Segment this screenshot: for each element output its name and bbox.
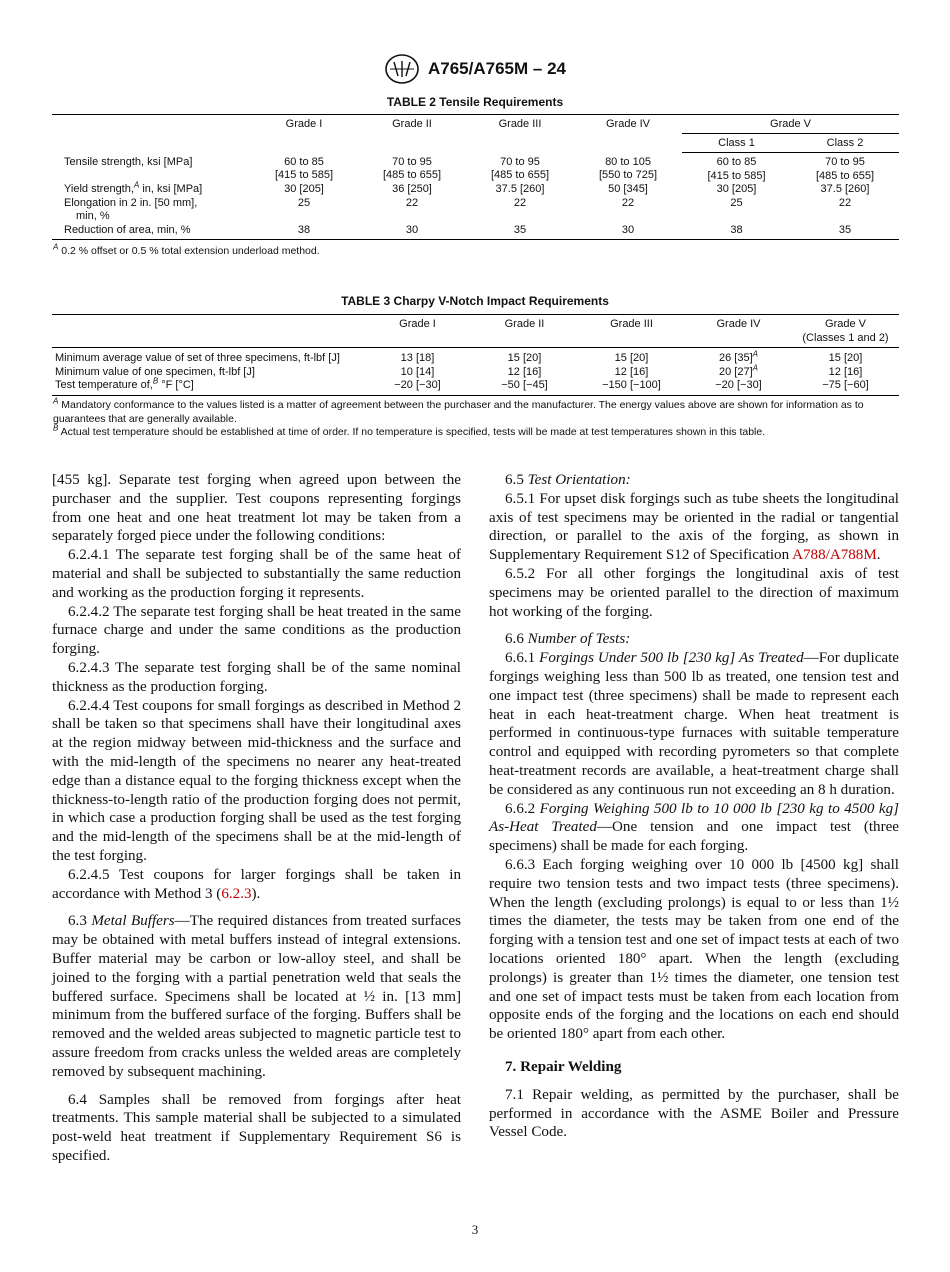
cell: 22	[621, 196, 635, 209]
table3-title: TABLE 3 Charpy V-Notch Impact Requirements	[341, 294, 609, 308]
cell: [485 to 655]	[490, 169, 550, 181]
row-label: Tensile strength, ksi [MPa]	[64, 155, 193, 168]
paragraph-6-5-1: 6.5.1 For upset disk forgings such as tube sheets the longitudinal axis of test specimens may be oriented in the radial or tangential direction, or parallel to the axis of the forging, as shown in Supplementary Requirement S12 of Specification A788/A788M.	[489, 490, 899, 564]
t2-col-grade1: Grade I	[250, 115, 358, 134]
cell: 38	[682, 224, 791, 240]
cell: −20 [−30]	[685, 379, 792, 395]
cell: 25	[297, 196, 311, 209]
cell: 30	[574, 224, 682, 240]
row-label: Test temperature of,$^B$ °F [°C]	[52, 379, 364, 395]
t3-col-grade1: Grade I	[364, 315, 471, 348]
cell: 15 [20]	[828, 352, 863, 364]
t2-col-grade5: Grade V	[682, 115, 899, 134]
cell: −150 [−100]	[578, 379, 685, 395]
t3-col-grade4: Grade IV	[685, 315, 792, 348]
cell: 70 to 95	[825, 156, 865, 168]
cell: 13 [18]	[400, 352, 435, 364]
cell: 12 [16]	[828, 365, 863, 378]
cell: [485 to 655]	[815, 169, 875, 182]
page-number: 3	[471, 1222, 479, 1237]
cell: 25	[730, 196, 743, 209]
cell: 22	[405, 196, 419, 209]
paragraph-6-2-4-5: 6.2.4.5 Test coupons for larger forgings shall be taken in accordance with Method 3 (6.2.3).	[52, 866, 461, 902]
t2-col-grade4: Grade IV	[574, 115, 682, 134]
t2-col-class1: Class 1	[682, 134, 791, 153]
table-row	[52, 224, 899, 240]
heading-6-6: 6.6 Number of Tests:	[505, 631, 631, 648]
cell: 22	[838, 196, 852, 209]
cell: 15 [20]	[507, 352, 542, 364]
cell: 36 [250]	[392, 183, 432, 195]
paragraph-6-2-4-2: 6.2.4.2 The separate test forging shall be heat treated in the same furnace charge and under the same conditions as the production forging.	[52, 603, 461, 658]
cell: 26 $[35]^A$	[719, 349, 758, 364]
table3-footnotes	[53, 396, 903, 440]
table-row	[52, 197, 899, 224]
cell: 22	[513, 196, 527, 209]
row-label: Reduction of area, min, %	[52, 224, 250, 240]
heading-6-5: 6.5 Test Orientation:	[505, 472, 631, 488]
table-row	[52, 153, 899, 184]
cell: 30 [205]	[716, 183, 757, 195]
cell: 30	[358, 224, 466, 240]
cell: [415 to 585]	[707, 169, 766, 182]
link-6-2-3[interactable]: 6.2.3	[221, 885, 252, 902]
row-label: Minimum value of one specimen, ft-lbf [J]	[55, 365, 255, 378]
table3-footnote-a: $^A$ Mandatory conformance to the values listed is a matter of agreement between the purchaser and the manufacturer. The energy values above are shown for information as to guarantees that are generally available.	[53, 396, 864, 425]
astm-logo-icon	[384, 53, 420, 85]
paragraph-6-2-4-1: 6.2.4.1 The separate test forging shall be of the same heat of material and shall be subjected to substantially the same reduction and working as the production forging it represents.	[52, 547, 461, 601]
cell: 12 [16]	[614, 365, 649, 378]
cell: 70 to 95	[392, 155, 432, 168]
cell: 38	[250, 224, 358, 240]
cell: 20 $[27]^A$	[719, 362, 758, 378]
cell: 15 [20]	[614, 352, 649, 364]
paragraph-6-2-4-3: 6.2.4.3 The separate test forging shall be of the same nominal thickness as the production forging.	[52, 659, 461, 695]
cell: 35	[791, 224, 899, 240]
cell: [485 to 655]	[382, 169, 442, 181]
t3-col-grade2: Grade II	[471, 315, 578, 348]
paragraph-6-4: 6.4 Samples shall be removed from forgings after heat treatments. This sample material shall be subjected to a simulated post-weld heat treatment if Supplementary Requirement S6 is specified.	[52, 1091, 461, 1164]
paragraph-6-3: 6.3 Metal Buffers—The required distances from treated surfaces may be obtained with metal buffers instead of integral extensions. Buffer material may be carbon or low-alloy steel, and shall be joined to the forging with a partial penetration weld that seals the buffered surface. Specimens shall be located at ½ in. [13 mm] minimum from the buffered surface of the forging. Buffers shall be removed and the welded areas subjected to magnetic particle test to assure freedom from cracks unless the welded areas are completely removed by subsequent machining.	[52, 913, 461, 1080]
right-column	[489, 471, 899, 1142]
cell: 60 to 85	[284, 155, 324, 168]
t2-col-grade2: Grade II	[358, 115, 466, 134]
cell: 12 [16]	[507, 365, 542, 378]
left-column	[52, 471, 461, 1166]
link-a788[interactable]: A788/A788M	[792, 547, 877, 564]
cell: [550 to 725]	[598, 169, 658, 181]
paragraph-6-6-3: 6.6.3 Each forging weighing over 10 000 lb [4500 kg] shall require two tension tests and two impact tests (three specimens). When the length (excluding prolongs) is equal to or less than 1½ times the diameter, the tests may be taken from one end of the forging with a tension test and one set of impact tests at each of two locations oriented 180° apart. When the length (excluding prolongs) is greater than 1½ times the diameter, one tension test and one set of impact tests must be taken from each location from opposite ends of the forging and the locations on each end should be oriented 180° apart from each other.	[489, 856, 899, 1043]
cell: 30 [205]	[284, 183, 324, 195]
cell: 37.5 [260]	[495, 183, 545, 195]
row-label: Yield strength,$^A$ in, ksi [MPa]	[64, 180, 203, 195]
t2-col-class2: Class 2	[791, 134, 899, 153]
t3-col-grade3: Grade III	[578, 315, 685, 348]
row-label: Minimum average value of set of three specimens, ft-lbf [J]	[55, 352, 340, 364]
cell: 60 to 85	[716, 156, 757, 168]
table3-charpy	[52, 314, 899, 396]
section-7-heading: 7. Repair Welding	[505, 1058, 622, 1075]
cell: 35	[466, 224, 574, 240]
cell: 50 [345]	[608, 183, 648, 195]
table3-footnote-b: $^B$ Actual test temperature should be established at time of order. If no temperature is specified, tests will be made at test temperatures shown in this table.	[53, 423, 766, 438]
table-row	[52, 379, 899, 395]
table2-footnote: $^A$ 0.2 % offset or 0.5 % total extension underload method.	[53, 242, 320, 257]
row-label: Elongation in 2 in. [50 mm], min, %	[64, 196, 198, 222]
t2-col-grade3: Grade III	[466, 115, 574, 134]
page-header	[0, 52, 950, 86]
paragraph: [455 kg]. Separate test forging when agreed upon between the purchaser and the supplier. Test coupons representing forgings from one heat and one heat treatment lot may be taken from a separately forged piece under the following conditions:	[52, 472, 461, 545]
cell: [415 to 585]	[274, 169, 334, 181]
paragraph-6-6-2: 6.6.2 Forging Weighing 500 lb to 10 000 lb [230 kg to 4500 kg] As-Heat Treated—One tension and one impact test (three specimens) shall be made for each forging.	[489, 800, 900, 855]
cell: −75 [−60]	[792, 379, 899, 395]
document-designation: A765/A765M – 24	[428, 59, 566, 78]
cell: 37.5 [260]	[820, 183, 870, 195]
cell: −20 [−30]	[364, 379, 471, 395]
table-row	[52, 366, 899, 380]
t3-col-grade5: Grade V (Classes 1 and 2)	[792, 315, 899, 348]
cell: −50 [−45]	[471, 379, 578, 395]
table-row	[52, 348, 899, 366]
paragraph-6-6-1: 6.6.1 Forgings Under 500 lb [230 kg] As Treated—For duplicate forgings weighing less than 500 lb as treated, one tension test and one impact test (three specimens) shall be made to represent each heat in each heat-treatment charge. When heat treatment is performed in continuous-type furnaces with suitable temperature control and equipped with recording pyrometers so that complete heat-treatment records are available, a heat-treatment charge shall be considered as any continuous run not exceeding an 8 h duration.	[489, 650, 899, 798]
table2-title: TABLE 2 Tensile Requirements	[386, 95, 564, 109]
cell: 10 [14]	[400, 365, 435, 378]
cell: 80 to 105	[605, 155, 651, 168]
paragraph-6-5-2: 6.5.2 For all other forgings the longitudinal axis of test specimens may be oriented parallel to the direction of maximum hot working of the forging.	[489, 565, 899, 620]
paragraph-7-1: 7.1 Repair welding, as permitted by the purchaser, shall be performed in accordance with the ASME Boiler and Pressure Vessel Code.	[489, 1086, 899, 1141]
cell: 70 to 95	[500, 155, 540, 168]
table2-tensile	[52, 114, 899, 240]
paragraph-6-2-4-4: 6.2.4.4 Test coupons for small forgings as described in Method 2 shall be taken so that specimens shall have their longitudinal axes at the region midway between mid-thickness and the surface and with the mid-length of the specimens no nearer any heat-treated edge than a distance equal to the forging thickness except when the thickness-to-length ratio of the production forging does not permit, in which case a production forging shall be used as the test forging and the mid-length of the specimens shall be at the mid-length of the test forging.	[52, 697, 461, 864]
table-row	[52, 183, 899, 197]
